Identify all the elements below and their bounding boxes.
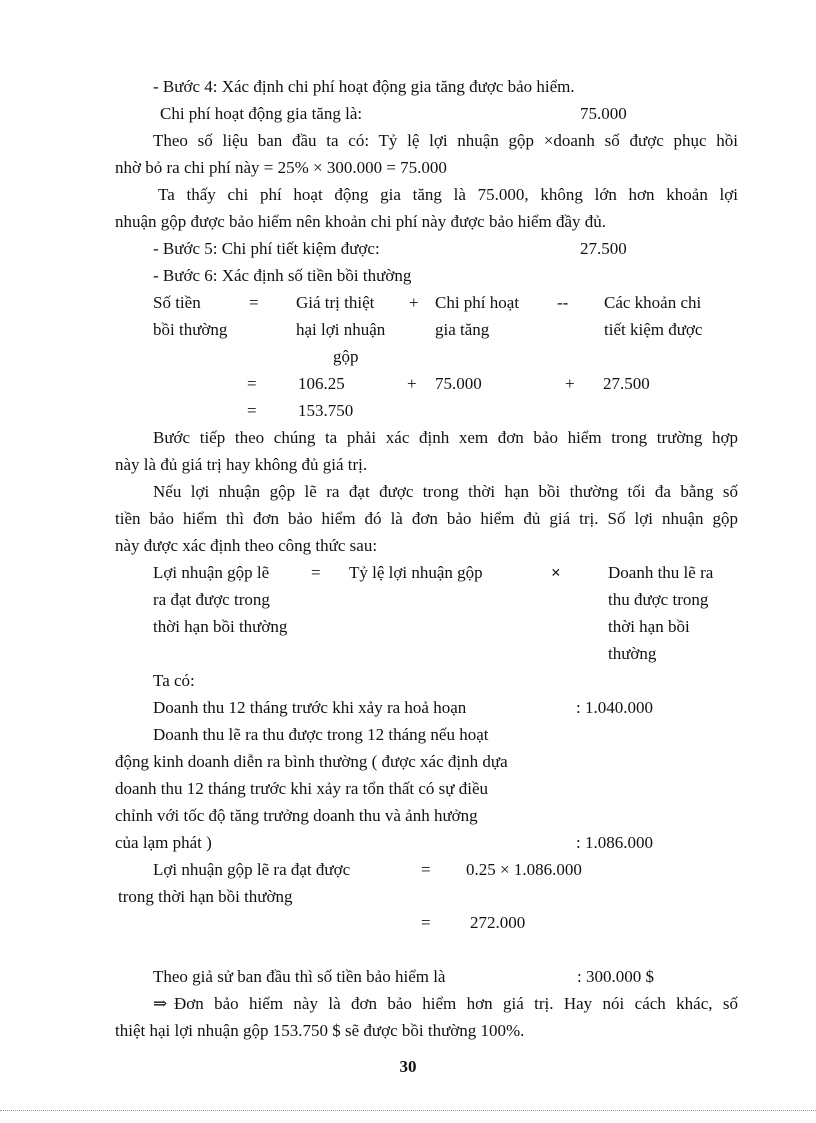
step4-calc-line1: Theo số liệu ban đầu ta có: Tỷ lệ lợi nhuận gộp ×doanh số được phục hồi [153, 131, 738, 150]
formula-lhs-1: Số tiền [153, 293, 201, 312]
formula-term3-1: Các khoản chi [604, 293, 702, 312]
formula2-mid: Tỷ lệ lợi nhuận gộp [349, 563, 483, 582]
row2-value3: 27.500 [603, 374, 650, 393]
calc-result-eq: = [421, 913, 431, 932]
para2-line1: Nếu lợi nhuận gộp lẽ ra đạt được trong thời hạn bồi thường tối đa bằng số [153, 482, 738, 501]
calc-intro: Ta có: [153, 671, 195, 690]
formula-eq: = [249, 293, 259, 312]
step4-title: - Bước 4: Xác định chi phí hoạt động gia tăng được bảo hiểm. [153, 77, 575, 96]
row2-op1: + [407, 374, 417, 393]
calc-rev12-value: : 1.040.000 [576, 698, 653, 717]
formula-term1-2: hại lợi nhuận [296, 320, 386, 339]
step5-label: - Bước 5: Chi phí tiết kiệm được: [153, 239, 380, 258]
formula2-rhs-3: thời hạn bồi [608, 617, 690, 636]
conclusion-line2: thiệt hại lợi nhuận gộp 153.750 $ sẽ được bồi thường 100%. [115, 1021, 525, 1040]
footer-divider [0, 1110, 816, 1111]
formula-plus: + [409, 293, 419, 312]
formula-term3-2: tiết kiệm được [604, 320, 703, 339]
calc-exp-line5: của lạm phát ) [115, 833, 212, 852]
row2-value2: 75.000 [435, 374, 482, 393]
formula-minus: -- [557, 293, 569, 312]
para1-line2: này là đủ giá trị hay không đủ giá trị. [115, 455, 368, 474]
row2-op2: + [565, 374, 575, 393]
formula2-rhs-2: thu được trong [608, 590, 709, 609]
step4-calc-line2: nhờ bỏ ra chi phí này = 25% × 300.000 = 75.000 [115, 158, 447, 177]
calc-exp-line3: doanh thu 12 tháng trước khi xảy ra tổn thất có sự điều [115, 779, 489, 798]
formula-term2-1: Chi phí hoạt [435, 293, 520, 312]
conclusion-line1: Đơn bảo hiểm này là đơn bảo hiểm hơn giá trị. Hay nói cách khác, số [174, 994, 738, 1013]
formula2-times: × [551, 563, 561, 582]
calc-gp-expr: 0.25 × 1.086.000 [466, 860, 582, 879]
step4-value: 75.000 [580, 104, 627, 123]
calc-gp-eq: = [421, 860, 431, 879]
para2-line2: tiền bảo hiểm thì đơn bảo hiểm đó là đơn bảo hiểm đủ giá trị. Số lợi nhuận gộp [115, 509, 738, 528]
row3-value: 153.750 [298, 401, 354, 420]
calc-exp-value: : 1.086.000 [576, 833, 653, 852]
formula2-eq: = [311, 563, 321, 582]
conclusion-sum-value: : 300.000 $ [577, 967, 654, 986]
calc-rev12-label: Doanh thu 12 tháng trước khi xảy ra hoả hoạn [153, 698, 467, 717]
row2-value1: 106.25 [298, 374, 345, 393]
step5-value: 27.500 [580, 239, 627, 258]
page-number: 30 [399, 1057, 417, 1076]
formula2-lhs-3: thời hạn bồi thường [153, 617, 288, 636]
para1-line1: Bước tiếp theo chúng ta phải xác định xem đơn bảo hiểm trong trường hợp [153, 428, 738, 447]
step4-label: Chi phí hoạt động gia tăng là: [160, 104, 363, 123]
formula2-lhs-1: Lợi nhuận gộp lẽ [153, 563, 270, 582]
para2-line3: này được xác định theo công thức sau: [115, 536, 378, 555]
formula2-lhs-2: ra đạt được trong [153, 590, 270, 609]
formula-term1-1: Giá trị thiệt [296, 293, 375, 312]
step4-note-line1: Ta thấy chi phí hoạt động gia tăng là 75.000, không lớn hơn khoản lợi [158, 185, 738, 204]
calc-result-value: 272.000 [470, 913, 526, 932]
calc-gp-line1: Lợi nhuận gộp lẽ ra đạt được [153, 860, 351, 879]
step6-title: - Bước 6: Xác định số tiền bồi thường [153, 266, 412, 285]
conclusion-arrow-icon: ⇒ [153, 994, 168, 1013]
formula-term1-3: gộp [333, 347, 359, 366]
formula2-rhs-4: thường [608, 644, 657, 663]
calc-exp-line1: Doanh thu lẽ ra thu được trong 12 tháng nếu hoạt [153, 725, 489, 744]
row2-eq: = [247, 374, 257, 393]
formula-lhs-2: bồi thường [153, 320, 228, 339]
calc-exp-line2: động kinh doanh diễn ra bình thường ( được xác định dựa [115, 752, 508, 771]
formula2-rhs-1: Doanh thu lẽ ra [608, 563, 714, 582]
conclusion-sum-label: Theo giả sử ban đầu thì số tiền bảo hiểm là [153, 967, 446, 986]
formula-term2-2: gia tăng [435, 320, 490, 339]
calc-exp-line4: chỉnh với tốc độ tăng trưởng doanh thu và ảnh hưởng [115, 806, 478, 825]
calc-gp-line2: trong thời hạn bồi thường [118, 887, 293, 906]
row3-eq: = [247, 401, 257, 420]
step4-note-line2: nhuận gộp được bảo hiểm nên khoản chi phí này được bảo hiểm đầy đủ. [115, 212, 607, 231]
